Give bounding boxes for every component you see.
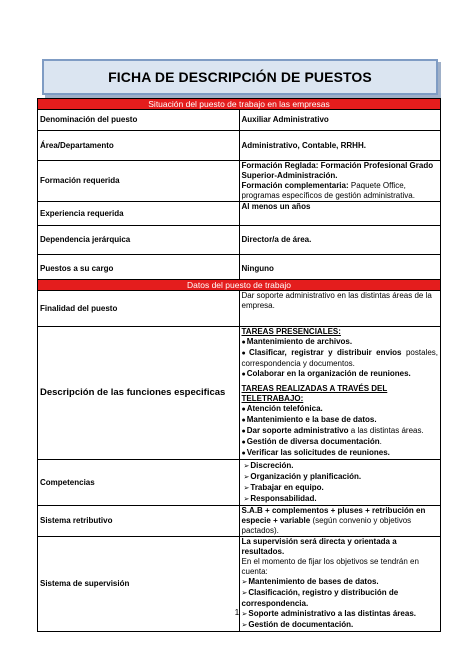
job-data-header: Datos del puesto de trabajo xyxy=(38,280,441,291)
label-dependencia: Dependencia jerárquica xyxy=(38,226,240,255)
value-descripcion xyxy=(239,327,441,460)
arrow-bullet-icon: ➢ xyxy=(243,462,250,470)
task-t2: Mantenimiento e la base de datos. xyxy=(246,415,377,424)
page-number: 1 xyxy=(234,608,240,617)
arrow-bullet-icon: ➢ xyxy=(241,611,248,618)
arrow-bullet-icon: ➢ xyxy=(241,622,248,629)
competencia-item: Trabajar en equipo. xyxy=(250,482,324,492)
value-puestos: Ninguno xyxy=(239,255,441,283)
label-denominacion: Denominación del puesto xyxy=(38,110,240,131)
bullet-icon: ● xyxy=(241,450,246,457)
value-finalidad: Dar soporte administrativo en las distintas áreas de la empresa. xyxy=(239,291,441,327)
task-t1: Atención telefónica. xyxy=(246,404,323,413)
task-t3-bold: Dar soporte administrativo xyxy=(246,426,349,435)
task-p1: Mantenimiento de archivos. xyxy=(246,337,353,346)
task-t4-bold: Gestión de diversa documentación xyxy=(246,437,380,446)
teletrabajo-title: TAREAS REALIZADAS A TRAVÉS DEL TELETRABAJO: xyxy=(241,384,388,403)
task-p2-bold: Clasificar, registrar y distribuir envios xyxy=(248,348,402,357)
bullet-icon: ● xyxy=(241,350,248,357)
bullet-icon: ● xyxy=(241,417,246,424)
supervision-line2: En el momento de fijar los objetivos se tendrán en cuenta: xyxy=(241,557,419,576)
bullet-icon: ● xyxy=(241,406,246,413)
competencia-item: Organización y planificación. xyxy=(250,471,362,481)
supervision-item: Soporte administrativo a las distintas áreas. xyxy=(248,609,416,618)
label-area: Área/Departamento xyxy=(38,131,240,161)
bullet-icon: ● xyxy=(241,339,246,346)
value-area: Administrativo, Contable, RRHH. xyxy=(239,131,441,161)
value-experiencia: Al menos un años xyxy=(239,202,441,226)
label-supervision: Sistema de supervisión xyxy=(38,537,240,632)
competencia-item: Responsabilidad. xyxy=(250,493,317,503)
bullet-icon: ● xyxy=(241,371,246,378)
label-experiencia: Experiencia requerida xyxy=(38,202,240,226)
task-t3-rest: a las distintas áreas. xyxy=(348,426,424,435)
label-puestos: Puestos a su cargo xyxy=(38,255,240,283)
arrow-bullet-icon: ➢ xyxy=(243,473,250,481)
formacion-complementaria-label: Formación complementaria: xyxy=(241,181,349,190)
arrow-bullet-icon: ➢ xyxy=(243,484,250,492)
situation-table xyxy=(37,98,441,283)
label-descripcion: Descripción de las funciones especificas xyxy=(38,327,240,460)
value-retributivo xyxy=(239,506,441,537)
arrow-bullet-icon: ➢ xyxy=(241,590,248,597)
task-p2-rest: postales, correspondencia y documentos. xyxy=(241,348,438,368)
value-competencias xyxy=(239,460,441,506)
task-t5: Verificar las solicitudes de reuniones. xyxy=(246,448,390,457)
value-denominacion: Auxiliar Administrativo xyxy=(239,110,441,131)
job-data-table xyxy=(37,279,441,632)
competencia-item: Discreción. xyxy=(250,460,294,470)
retributivo-bold: S.A.B + complementos + pluses + retribución en especie + variable xyxy=(241,506,426,525)
label-competencias: Competencias xyxy=(38,460,240,506)
value-formacion xyxy=(239,161,441,202)
arrow-bullet-icon: ➢ xyxy=(241,579,248,586)
arrow-bullet-icon: ➢ xyxy=(243,495,250,503)
label-formacion: Formación requerida xyxy=(38,161,240,202)
value-dependencia: Director/a de área. xyxy=(239,226,441,255)
formacion-complementaria-text: Paquete Office, programas específicos de gestión administrativa. xyxy=(241,181,415,200)
bullet-icon: ● xyxy=(241,428,246,435)
document-title-box xyxy=(42,59,438,95)
document-title: FICHA DE DESCRIPCIÓN DE PUESTOS xyxy=(108,69,372,85)
supervision-item: Gestión de documentación. xyxy=(248,620,354,629)
presenciales-title: TAREAS PRESENCIALES: xyxy=(241,327,341,336)
formacion-reglada: Formación Reglada: Formación Profesional Grado Superior-Administración. xyxy=(241,161,434,180)
label-finalidad: Finalidad del puesto xyxy=(38,291,240,327)
task-p3: Colaborar en la organización de reuniones. xyxy=(246,369,411,378)
task-t4-rest: . xyxy=(379,437,382,446)
retributivo-rest: (según convenio y objetivos pactados). xyxy=(241,516,412,535)
situation-header: Situación del puesto de trabajo en las empresas xyxy=(38,99,441,110)
value-supervision xyxy=(239,537,441,632)
label-retributivo: Sistema retributivo xyxy=(38,506,240,537)
supervision-line1: La supervisión será directa y orientada a resultados. xyxy=(241,537,397,556)
bullet-icon: ● xyxy=(241,439,246,446)
supervision-item: Mantenimiento de bases de datos. xyxy=(248,577,379,586)
supervision-item: Clasificación, registro y distribución de correspondencia. xyxy=(241,588,399,608)
